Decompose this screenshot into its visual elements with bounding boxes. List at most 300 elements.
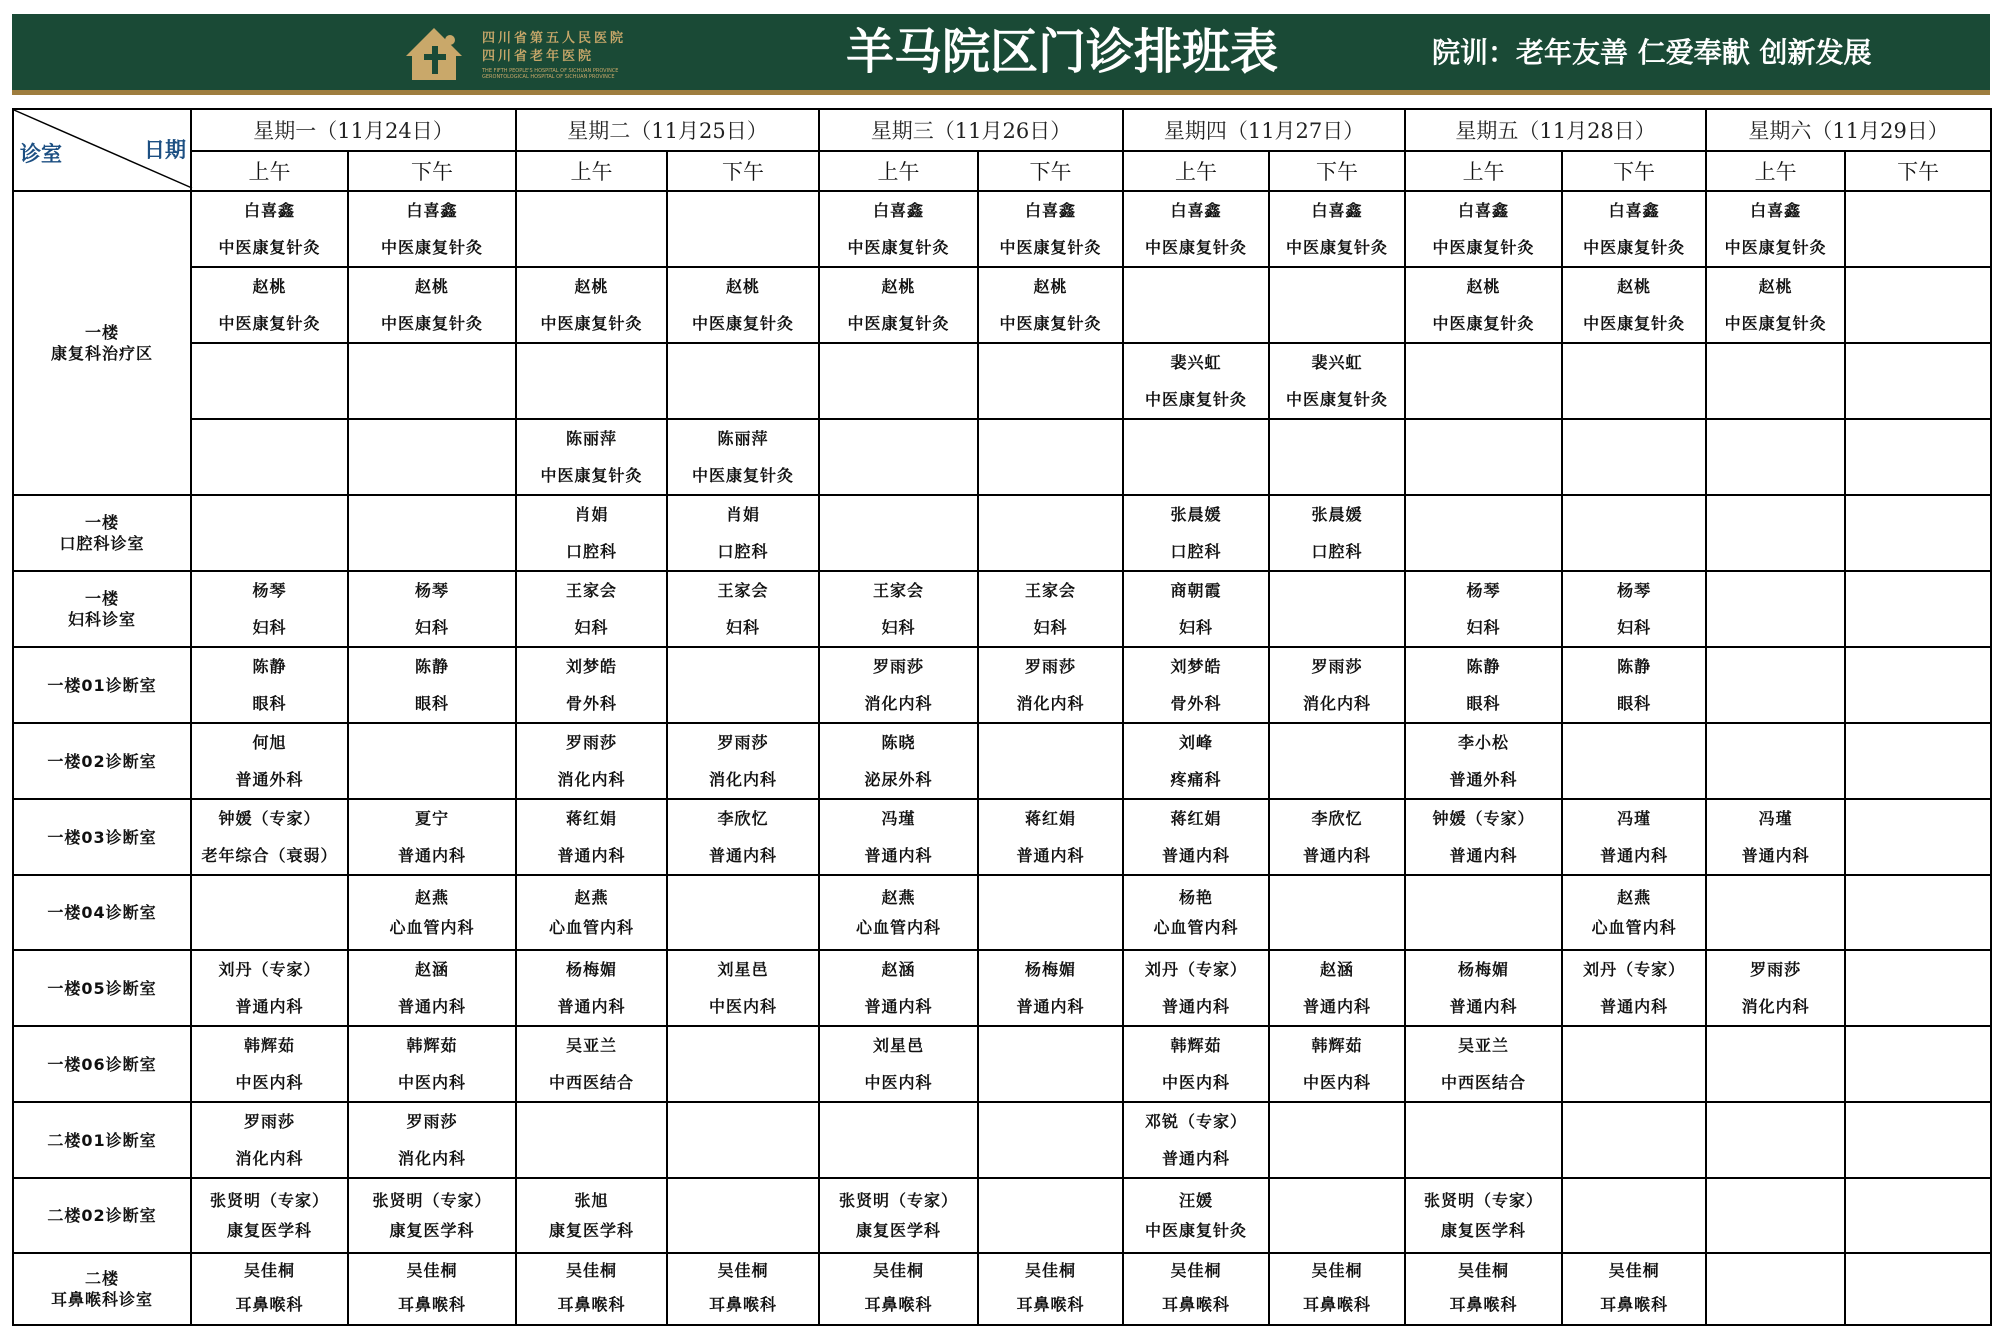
doctor-name: 陈静	[1617, 657, 1652, 676]
department: 普通内科	[1162, 997, 1231, 1016]
department: 普通内科	[1741, 846, 1810, 865]
shift-cell	[1706, 191, 1845, 267]
doctor-name: 邓锐（专家）	[1145, 1112, 1248, 1131]
room-label	[13, 571, 191, 647]
shift-cell	[1123, 571, 1269, 647]
doctor-name: 白喜鑫	[243, 201, 295, 220]
empty-shift-cell	[667, 191, 819, 267]
hospital-name-en-line1: THE FIFTH PEOPLE'S HOSPITAL OF SICHUAN PROVINCE	[482, 68, 619, 74]
empty-shift-cell	[1269, 267, 1405, 343]
shift-cell	[348, 1026, 516, 1102]
empty-shift-cell	[1706, 571, 1845, 647]
department: 心血管内科	[1591, 917, 1677, 937]
room-label-line: 二楼02诊断室	[47, 1206, 157, 1225]
department: 老年综合（衰弱）	[201, 846, 338, 865]
shift-cell	[1562, 950, 1706, 1026]
department: 眼科	[415, 694, 450, 713]
empty-shift-cell	[1845, 723, 1991, 799]
afternoon-header: 下午	[667, 151, 819, 191]
department: 普通内科	[1162, 1149, 1231, 1168]
department: 疼痛科	[1170, 770, 1222, 789]
doctor-name: 赵桃	[726, 277, 761, 296]
page-title: 羊马院区门诊排班表	[845, 24, 1278, 80]
department: 康复医学科	[389, 1220, 475, 1240]
department: 眼科	[1617, 694, 1652, 713]
department: 中医康复针灸	[218, 238, 321, 257]
shift-cell	[1123, 799, 1269, 875]
doctor-name: 白喜鑫	[1311, 201, 1363, 220]
doctor-name: 赵燕	[881, 887, 916, 907]
empty-shift-cell	[1269, 723, 1405, 799]
shift-cell	[978, 647, 1123, 723]
empty-shift-cell	[191, 343, 348, 419]
empty-shift-cell	[819, 1102, 978, 1178]
afternoon-header: 下午	[978, 151, 1123, 191]
shift-cell	[516, 875, 667, 950]
shift-cell	[667, 723, 819, 799]
department: 消化内科	[1741, 997, 1810, 1016]
department: 耳鼻喉科	[398, 1295, 467, 1314]
schedule-row	[13, 875, 1991, 950]
department: 耳鼻喉科	[1600, 1295, 1669, 1314]
doctor-name: 王家会	[1025, 581, 1077, 600]
shift-cell	[191, 1102, 348, 1178]
shift-cell	[1562, 875, 1706, 950]
room-label-line: 一楼03诊断室	[47, 827, 157, 847]
doctor-name: 罗雨莎	[1750, 960, 1802, 979]
department: 口腔科	[566, 542, 618, 561]
empty-shift-cell	[1706, 419, 1845, 495]
schedule-row	[13, 571, 1991, 647]
doctor-name: 何旭	[252, 733, 287, 752]
department: 普通外科	[235, 770, 304, 789]
doctor-name: 冯瑾	[1617, 809, 1652, 828]
shift-cell	[1405, 647, 1562, 723]
empty-shift-cell	[1845, 267, 1991, 343]
department: 中医康复针灸	[847, 238, 950, 257]
shift-cell	[1562, 191, 1706, 267]
department: 普通内科	[398, 846, 467, 865]
shift-cell	[191, 191, 348, 267]
day-header: 星期三（11月26日）	[819, 109, 1123, 151]
corner-room-label: 诊室	[20, 141, 62, 166]
afternoon-header: 下午	[1269, 151, 1405, 191]
room-label	[13, 1253, 191, 1325]
room-label	[13, 191, 191, 495]
empty-shift-cell	[1845, 1026, 1991, 1102]
shift-cell	[1405, 1026, 1562, 1102]
room-label	[13, 950, 191, 1026]
shift-cell	[978, 1253, 1123, 1325]
shift-cell	[516, 1253, 667, 1325]
department: 骨外科	[1170, 694, 1222, 713]
empty-shift-cell	[1845, 1178, 1991, 1253]
morning-header: 上午	[819, 151, 978, 191]
shift-cell	[1123, 495, 1269, 571]
department: 中西医结合	[549, 1073, 635, 1092]
room-label-line: 一楼02诊断室	[47, 751, 157, 771]
department: 普通内科	[557, 846, 626, 865]
empty-shift-cell	[1562, 495, 1706, 571]
empty-shift-cell	[1845, 799, 1991, 875]
doctor-name: 冯瑾	[1758, 809, 1793, 828]
room-label-line: 一楼	[84, 589, 119, 608]
schedule-row	[13, 1178, 1991, 1253]
doctor-name: 赵涵	[415, 960, 450, 979]
room-label-line: 一楼06诊断室	[47, 1054, 157, 1074]
schedule-row	[13, 1026, 1991, 1102]
empty-shift-cell	[516, 1102, 667, 1178]
department: 消化内科	[864, 694, 933, 713]
empty-shift-cell	[1562, 1102, 1706, 1178]
doctor-name: 张贤明（专家）	[1424, 1190, 1544, 1210]
shift-cell	[191, 799, 348, 875]
department: 中医内科	[398, 1073, 467, 1092]
department: 中医内科	[864, 1073, 933, 1092]
doctor-name: 吴佳桐	[1608, 1261, 1660, 1280]
afternoon-header: 下午	[1562, 151, 1706, 191]
department: 消化内科	[1303, 694, 1372, 713]
empty-shift-cell	[1845, 343, 1991, 419]
department: 普通内科	[864, 846, 933, 865]
schedule-table	[12, 108, 1992, 1326]
doctor-name: 王家会	[717, 581, 769, 600]
empty-shift-cell	[667, 1178, 819, 1253]
shift-cell	[819, 571, 978, 647]
shift-cell	[1123, 1178, 1269, 1253]
shift-cell	[191, 267, 348, 343]
empty-shift-cell	[819, 419, 978, 495]
shift-cell	[516, 267, 667, 343]
empty-shift-cell	[667, 1026, 819, 1102]
doctor-name: 蒋红娟	[566, 809, 618, 828]
doctor-name: 吴亚兰	[1458, 1036, 1510, 1055]
room-label-line: 二楼01诊断室	[47, 1130, 157, 1150]
doctor-name: 赵涵	[1320, 960, 1355, 979]
doctor-name: 赵桃	[1466, 277, 1501, 296]
room-label-line: 口腔科诊室	[59, 534, 145, 553]
department: 消化内科	[1016, 694, 1085, 713]
shift-cell	[1123, 1253, 1269, 1325]
empty-shift-cell	[1269, 875, 1405, 950]
department: 耳鼻喉科	[709, 1295, 778, 1314]
department: 中西医结合	[1441, 1073, 1527, 1092]
department: 普通内科	[1162, 846, 1231, 865]
shift-cell	[1269, 191, 1405, 267]
schedule-row	[13, 495, 1991, 571]
empty-shift-cell	[1562, 1026, 1706, 1102]
shift-cell	[667, 950, 819, 1026]
hospital-house-icon	[402, 20, 466, 84]
empty-shift-cell	[978, 723, 1123, 799]
empty-shift-cell	[667, 343, 819, 419]
shift-cell	[348, 571, 516, 647]
empty-shift-cell	[1706, 343, 1845, 419]
empty-shift-cell	[1405, 343, 1562, 419]
department: 耳鼻喉科	[1162, 1295, 1231, 1314]
doctor-name: 赵桃	[1033, 277, 1068, 296]
room-label-line: 二楼	[84, 1269, 119, 1288]
room-label-line: 一楼01诊断室	[47, 675, 157, 695]
department: 普通内科	[557, 997, 626, 1016]
department: 心血管内科	[389, 917, 475, 937]
shift-cell	[516, 1178, 667, 1253]
empty-shift-cell	[1845, 419, 1991, 495]
shift-cell	[348, 191, 516, 267]
department: 中医内科	[1303, 1073, 1372, 1092]
department: 心血管内科	[856, 917, 942, 937]
doctor-name: 白喜鑫	[1025, 201, 1077, 220]
department: 耳鼻喉科	[1449, 1295, 1518, 1314]
shift-cell	[819, 267, 978, 343]
empty-shift-cell	[348, 343, 516, 419]
doctor-name: 陈静	[1466, 657, 1501, 676]
shift-cell	[191, 723, 348, 799]
department: 消化内科	[709, 770, 778, 789]
empty-shift-cell	[978, 875, 1123, 950]
department: 普通内科	[1303, 846, 1372, 865]
room-label	[13, 647, 191, 723]
room-label	[13, 495, 191, 571]
doctor-name: 李小松	[1458, 733, 1510, 752]
empty-shift-cell	[348, 495, 516, 571]
empty-shift-cell	[1706, 1253, 1845, 1325]
shift-cell	[1706, 799, 1845, 875]
shift-cell	[1405, 1253, 1562, 1325]
morning-header: 上午	[191, 151, 348, 191]
doctor-name: 张晨媛	[1311, 505, 1363, 524]
department: 中医内科	[1162, 1073, 1231, 1092]
empty-shift-cell	[348, 723, 516, 799]
day-header: 星期六（11月29日）	[1706, 109, 1991, 151]
department: 中医康复针灸	[1432, 314, 1535, 333]
shift-cell	[1706, 950, 1845, 1026]
morning-header: 上午	[516, 151, 667, 191]
shift-cell	[1562, 1253, 1706, 1325]
empty-shift-cell	[1562, 723, 1706, 799]
department: 中医康复针灸	[540, 314, 643, 333]
doctor-name: 王家会	[873, 581, 925, 600]
department: 心血管内科	[549, 917, 635, 937]
half-day-header-row	[13, 151, 1991, 191]
shift-cell	[1269, 1253, 1405, 1325]
doctor-name: 刘丹（专家）	[218, 960, 321, 979]
doctor-name: 刘星邑	[873, 1036, 925, 1055]
department: 普通内科	[1303, 997, 1372, 1016]
doctor-name: 钟媛（专家）	[1432, 809, 1535, 828]
shift-cell	[348, 875, 516, 950]
department: 中医康复针灸	[1145, 238, 1248, 257]
schedule-row	[13, 799, 1991, 875]
shift-cell	[1269, 1026, 1405, 1102]
department: 普通内科	[1600, 997, 1669, 1016]
department: 消化内科	[235, 1149, 304, 1168]
shift-cell	[1269, 647, 1405, 723]
shift-cell	[1562, 571, 1706, 647]
schedule-grid	[12, 108, 1990, 1314]
empty-shift-cell	[1845, 647, 1991, 723]
hospital-motto: 院训：老年友善 仁爱奉献 创新发展	[1432, 36, 1872, 69]
department: 普通内科	[709, 846, 778, 865]
shift-cell	[348, 647, 516, 723]
doctor-name: 吴佳桐	[1311, 1261, 1363, 1280]
department: 中医康复针灸	[1286, 238, 1389, 257]
doctor-name: 赵桃	[1617, 277, 1652, 296]
hospital-name-en	[482, 68, 618, 80]
shift-cell	[1405, 799, 1562, 875]
hospital-name-line1: 四川省第五人民医院	[482, 31, 627, 46]
doctor-name: 杨琴	[1466, 581, 1501, 600]
afternoon-header: 下午	[1845, 151, 1991, 191]
shift-cell	[667, 495, 819, 571]
shift-cell	[1269, 799, 1405, 875]
doctor-name: 王家会	[566, 581, 618, 600]
shift-cell	[1123, 191, 1269, 267]
department: 眼科	[252, 694, 287, 713]
shift-cell	[819, 799, 978, 875]
doctor-name: 吴佳桐	[1170, 1261, 1222, 1280]
schedule-row	[13, 647, 1991, 723]
department: 普通内科	[1449, 846, 1518, 865]
schedule-row	[13, 723, 1991, 799]
empty-shift-cell	[667, 1102, 819, 1178]
department: 普通内科	[398, 997, 467, 1016]
empty-shift-cell	[819, 343, 978, 419]
shift-cell	[1123, 1026, 1269, 1102]
shift-cell	[819, 1253, 978, 1325]
doctor-name: 韩辉茹	[243, 1036, 295, 1055]
morning-header: 上午	[1405, 151, 1562, 191]
empty-shift-cell	[516, 191, 667, 267]
room-label-line: 耳鼻喉科诊室	[50, 1290, 153, 1309]
department: 妇科	[1033, 618, 1068, 637]
schedule-row	[13, 1102, 1991, 1178]
room-label-line: 一楼04诊断室	[47, 903, 157, 922]
department: 中医内科	[235, 1073, 304, 1092]
hospital-name	[482, 30, 626, 66]
doctor-name: 刘峰	[1179, 733, 1214, 752]
empty-shift-cell	[667, 647, 819, 723]
hospital-name-en-line2: GERONTOLOGICAL HOSPITAL OF SICHUAN PROVINCE	[482, 74, 615, 80]
doctor-name: 赵燕	[574, 887, 609, 907]
doctor-name: 张贤明（专家）	[209, 1190, 329, 1210]
shift-cell	[516, 799, 667, 875]
doctor-name: 陈静	[415, 657, 450, 676]
shift-cell	[1706, 267, 1845, 343]
doctor-name: 刘梦皓	[566, 657, 618, 676]
doctor-name: 杨艳	[1179, 887, 1214, 907]
doctor-name: 钟媛（专家）	[218, 809, 321, 828]
doctor-name: 张贤明（专家）	[839, 1190, 959, 1210]
doctor-name: 杨琴	[1617, 581, 1652, 600]
empty-shift-cell	[1706, 875, 1845, 950]
shift-cell	[348, 1178, 516, 1253]
doctor-name: 商朝霞	[1170, 581, 1222, 600]
doctor-name: 刘丹（专家）	[1583, 960, 1686, 979]
room-label	[13, 1102, 191, 1178]
empty-shift-cell	[1845, 1102, 1991, 1178]
doctor-name: 吴亚兰	[566, 1036, 618, 1055]
doctor-name: 赵燕	[1617, 887, 1652, 907]
department: 普通内科	[1016, 846, 1085, 865]
doctor-name: 裴兴虹	[1170, 353, 1222, 372]
department: 普通内科	[1600, 846, 1669, 865]
shift-cell	[1123, 875, 1269, 950]
empty-shift-cell	[1845, 191, 1991, 267]
empty-shift-cell	[1562, 1178, 1706, 1253]
doctor-name: 韩辉茹	[1311, 1036, 1363, 1055]
empty-shift-cell	[1706, 495, 1845, 571]
department: 中医康复针灸	[1724, 238, 1827, 257]
shift-cell	[667, 571, 819, 647]
day-header: 星期二（11月25日）	[516, 109, 819, 151]
doctor-name: 杨梅媚	[566, 960, 618, 979]
doctor-name: 吴佳桐	[1025, 1261, 1077, 1280]
room-label	[13, 799, 191, 875]
empty-shift-cell	[667, 875, 819, 950]
shift-cell	[1269, 950, 1405, 1026]
doctor-name: 陈晓	[881, 733, 916, 752]
shift-cell	[667, 267, 819, 343]
shift-cell	[348, 1253, 516, 1325]
corner-date-label: 日期	[144, 137, 186, 162]
shift-cell	[516, 950, 667, 1026]
shift-cell	[1405, 571, 1562, 647]
shift-cell	[1123, 647, 1269, 723]
doctor-name: 冯瑾	[881, 809, 916, 828]
shift-cell	[191, 571, 348, 647]
day-header: 星期五（11月28日）	[1405, 109, 1706, 151]
department: 消化内科	[557, 770, 626, 789]
doctor-name: 白喜鑫	[1170, 201, 1222, 220]
department: 中医康复针灸	[381, 314, 484, 333]
empty-shift-cell	[1706, 1178, 1845, 1253]
empty-shift-cell	[1269, 1178, 1405, 1253]
doctor-name: 赵桃	[252, 277, 287, 296]
doctor-name: 汪媛	[1179, 1190, 1214, 1210]
department: 耳鼻喉科	[1016, 1295, 1085, 1314]
shift-cell	[1123, 723, 1269, 799]
doctor-name: 罗雨莎	[873, 657, 925, 676]
department: 中医康复针灸	[1724, 314, 1827, 333]
shift-cell	[516, 647, 667, 723]
department: 骨外科	[566, 694, 618, 713]
empty-shift-cell	[1562, 343, 1706, 419]
department: 中医康复针灸	[692, 466, 795, 485]
department: 妇科	[252, 618, 287, 637]
doctor-name: 白喜鑫	[406, 201, 458, 220]
doctor-name: 李欣忆	[1311, 809, 1363, 828]
shift-cell	[819, 1178, 978, 1253]
schedule-row	[13, 1253, 1991, 1325]
doctor-name: 白喜鑫	[873, 201, 925, 220]
morning-header: 上午	[1123, 151, 1269, 191]
day-header-row	[13, 109, 1991, 151]
shift-cell	[819, 647, 978, 723]
doctor-name: 罗雨莎	[243, 1112, 295, 1131]
department: 耳鼻喉科	[235, 1295, 304, 1314]
doctor-name: 韩辉茹	[406, 1036, 458, 1055]
doctor-name: 白喜鑫	[1750, 201, 1802, 220]
doctor-name: 罗雨莎	[406, 1112, 458, 1131]
department: 康复医学科	[549, 1220, 635, 1240]
department: 中医康复针灸	[1432, 238, 1535, 257]
empty-shift-cell	[191, 419, 348, 495]
shift-cell	[819, 191, 978, 267]
empty-shift-cell	[1405, 495, 1562, 571]
room-label-line: 一楼05诊断室	[47, 978, 157, 998]
department: 妇科	[1179, 618, 1214, 637]
